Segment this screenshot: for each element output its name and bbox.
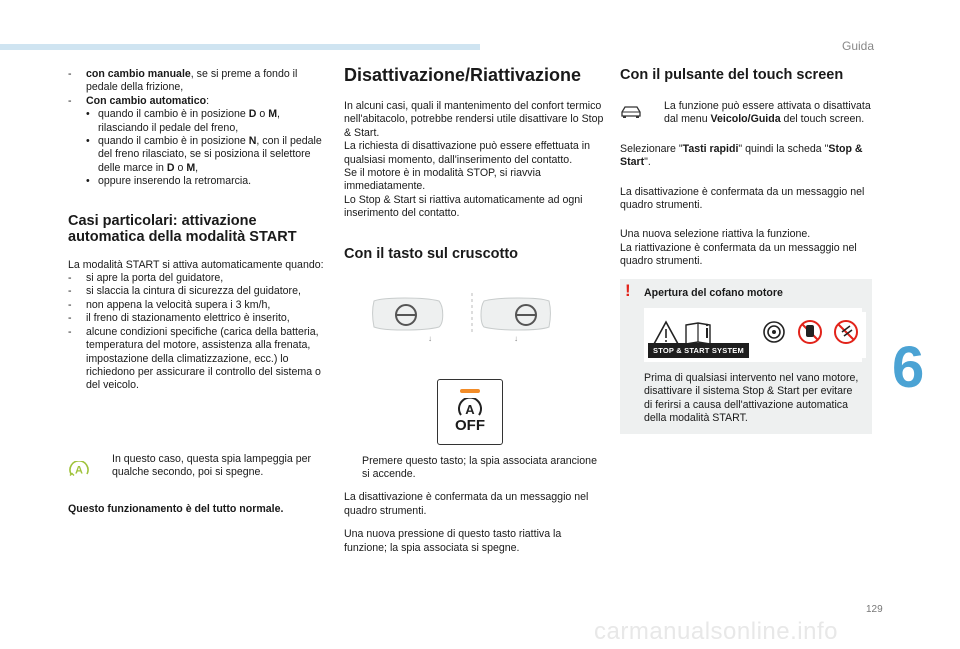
list-item: - si slaccia la cintura di sicurezza del guidatore,	[68, 285, 301, 298]
indicator-note: A In questo caso, questa spia lampeggia per qualche secondo, poi si spegne.	[68, 453, 330, 481]
sticker-label: STOP & START SYSTEM	[648, 343, 749, 358]
list-item: • quando il cambio è in posizione D o M, rilasciando il pedale del freno,	[86, 108, 280, 134]
paragraph: La modalità START si attiva automaticamente quando:	[68, 258, 324, 271]
warning-text: Prima di qualsiasi intervento nel vano motore, disattivare il sistema Stop & Start per evitare di ferirsi a causa dell'attivazione automatica della modalità START.	[644, 372, 859, 425]
list-item: - con cambio manuale, se si preme a fondo il pedale della frizione,	[68, 68, 298, 94]
orange-lamp	[460, 389, 480, 393]
off-label: OFF	[455, 417, 485, 435]
column-1	[68, 68, 330, 527]
list-item: Premere questo tasto; la spia associata arancione si accende.	[362, 454, 597, 481]
section-label: Guida	[842, 39, 875, 53]
list-item: • quando il cambio è in posizione N, con il pedale del freno rilasciato, se si posiziona il selettore delle marce in D o M,	[86, 135, 322, 174]
page-title: Disattivazione/Riattivazione	[344, 65, 582, 85]
final-note: Questo funzionamento è del tutto normale.	[68, 503, 284, 516]
page-number: 129	[866, 604, 883, 615]
svg-text:A: A	[75, 464, 83, 477]
list-item: - Con cambio automatico:	[68, 94, 210, 107]
paragraph: Lo Stop & Start si riattiva automaticamente ad ogni inserimento del contatto.	[344, 193, 583, 220]
stop-start-sticker	[644, 308, 862, 362]
paragraph: La richiesta di disattivazione può essere effettuata in qualsiasi momento, dall'inserimento del contatto.	[344, 140, 590, 166]
warning-box	[620, 279, 872, 434]
svg-text:↓: ↓	[428, 333, 432, 343]
list-item: - alcune condizioni specifiche (carica della batteria, temperatura del motore, assistenza alla frenata, impostazione della climatizzazione, ecc.) lo richiedono per assicurare il controllo del sistema o del veicolo.	[68, 325, 321, 392]
section-heading: Con il tasto sul cruscotto	[344, 245, 519, 262]
header-bar	[0, 44, 480, 50]
list-item: - non appena la velocità supera i 3 km/h,	[68, 298, 271, 311]
svg-text:↓: ↓	[514, 333, 518, 343]
paragraph: La disattivazione è confermata da un messaggio nel quadro strumenti.	[344, 491, 589, 517]
list-item: - il freno di stazionamento elettrico è inserito,	[68, 312, 290, 325]
car-icon	[620, 100, 664, 124]
stop-start-off-button[interactable]	[437, 379, 503, 445]
touch-screen-instruction: La funzione può essere attivata o disattivata dal menu Veicolo/Guida del touch screen.	[620, 100, 876, 127]
svg-text:A: A	[465, 402, 475, 418]
column-3	[620, 64, 876, 434]
paragraph: La riattivazione è confermata da un messaggio nel quadro strumenti.	[620, 241, 857, 268]
section-heading: Con il pulsante del touch screen	[620, 67, 844, 83]
paragraph: Selezionare "Tasti rapidi" quindi la scheda "Stop & Start".	[620, 142, 863, 169]
watermark: carmanualsonline.info	[594, 618, 838, 645]
warning-title: Apertura del cofano motore	[644, 286, 783, 299]
stop-start-indicator-icon	[68, 453, 112, 481]
paragraph: In alcuni casi, quali il mantenimento del confort termico nell'abitacolo, potrebbe rendersi utile disattivare lo Stop & Start.	[344, 100, 604, 139]
right-dashboard-icon	[481, 298, 551, 343]
list-item: • oppure inserendo la retromarcia.	[86, 175, 252, 188]
paragraph: Una nuova selezione riattiva la funzione.	[620, 228, 811, 241]
paragraph: Se il motore è in modalità STOP, si riavvia immediatamente.	[344, 167, 541, 193]
section-heading: Casi particolari: attivazione automatica della modalità START	[68, 212, 297, 245]
left-dashboard-icon	[373, 298, 443, 343]
paragraph: Una nuova pressione di questo tasto riattiva la funzione; la spia associata si spegne.	[344, 528, 562, 554]
paragraph: La disattivazione è confermata da un messaggio nel quadro strumenti.	[620, 185, 865, 212]
dashboard-illustration	[344, 293, 606, 363]
list-item: - si apre la porta del guidatore,	[68, 272, 224, 285]
chapter-number: 6	[892, 335, 925, 400]
stop-start-icon	[457, 398, 483, 418]
column-2	[344, 64, 606, 565]
warning-icon: !	[625, 280, 631, 300]
